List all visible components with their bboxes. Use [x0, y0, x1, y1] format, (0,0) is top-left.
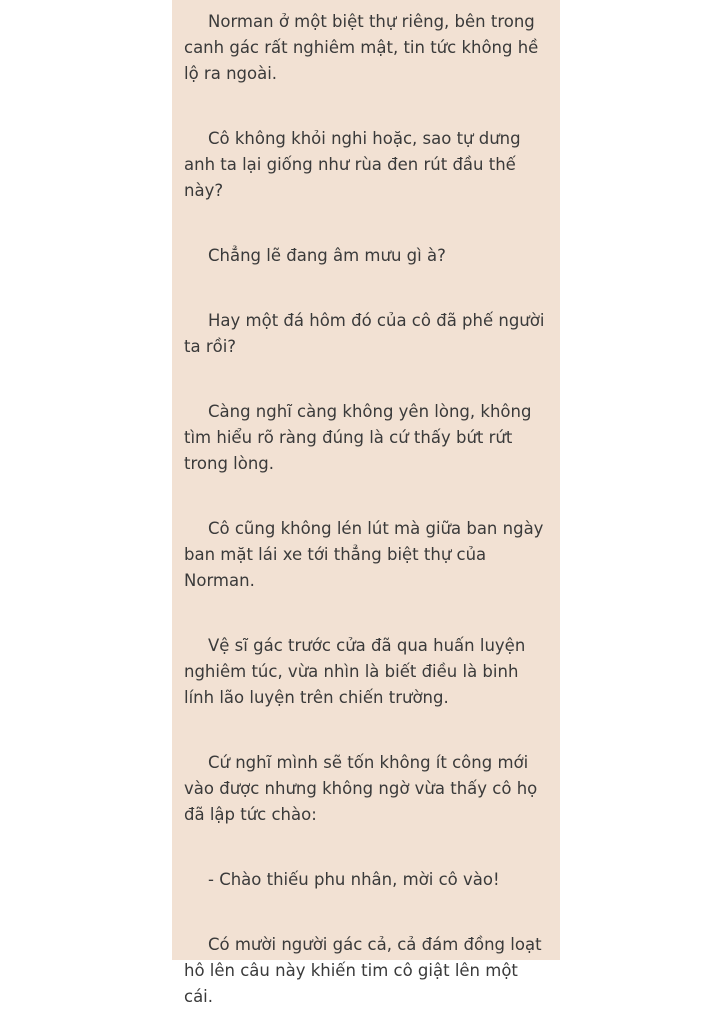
paragraph: Càng nghĩ càng không yên lòng, không tìm hiểu rõ ràng đúng là cứ thấy bứt rứt trong lòng.: [184, 402, 532, 473]
paragraph: - Chào thiếu phu nhân, mời cô vào!: [208, 870, 500, 889]
paragraph: Chẳng lẽ đang âm mưu gì à?: [208, 246, 446, 265]
paragraph: Vệ sĩ gác trước cửa đã qua huấn luyện nghiêm túc, vừa nhìn là biết điều là binh lính lão luyện trên chiến trường.: [184, 636, 526, 707]
paragraph: Cô cũng không lén lút mà giữa ban ngày ban mặt lái xe tới thẳng biệt thự của Norman.: [184, 519, 544, 590]
paragraph: Norman ở một biệt thự riêng, bên trong canh gác rất nghiêm mật, tin tức không hề lộ ra ngoài.: [184, 12, 539, 83]
paragraph: Hay một đá hôm đó của cô đã phế người ta rồi?: [184, 311, 545, 356]
paragraph: Có mười người gác cả, cả đám đồng loạt hô lên câu này khiến tim cô giật lên một cái.: [184, 935, 542, 1006]
paragraph: Cứ nghĩ mình sẽ tốn không ít công mới vào được nhưng không ngờ vừa thấy cô họ đã lập tức chào:: [184, 753, 538, 824]
paragraph: Cô không khỏi nghi hoặc, sao tự dưng anh ta lại giống như rùa đen rút đầu thế này?: [184, 129, 521, 200]
text-column: [172, 0, 560, 1006]
